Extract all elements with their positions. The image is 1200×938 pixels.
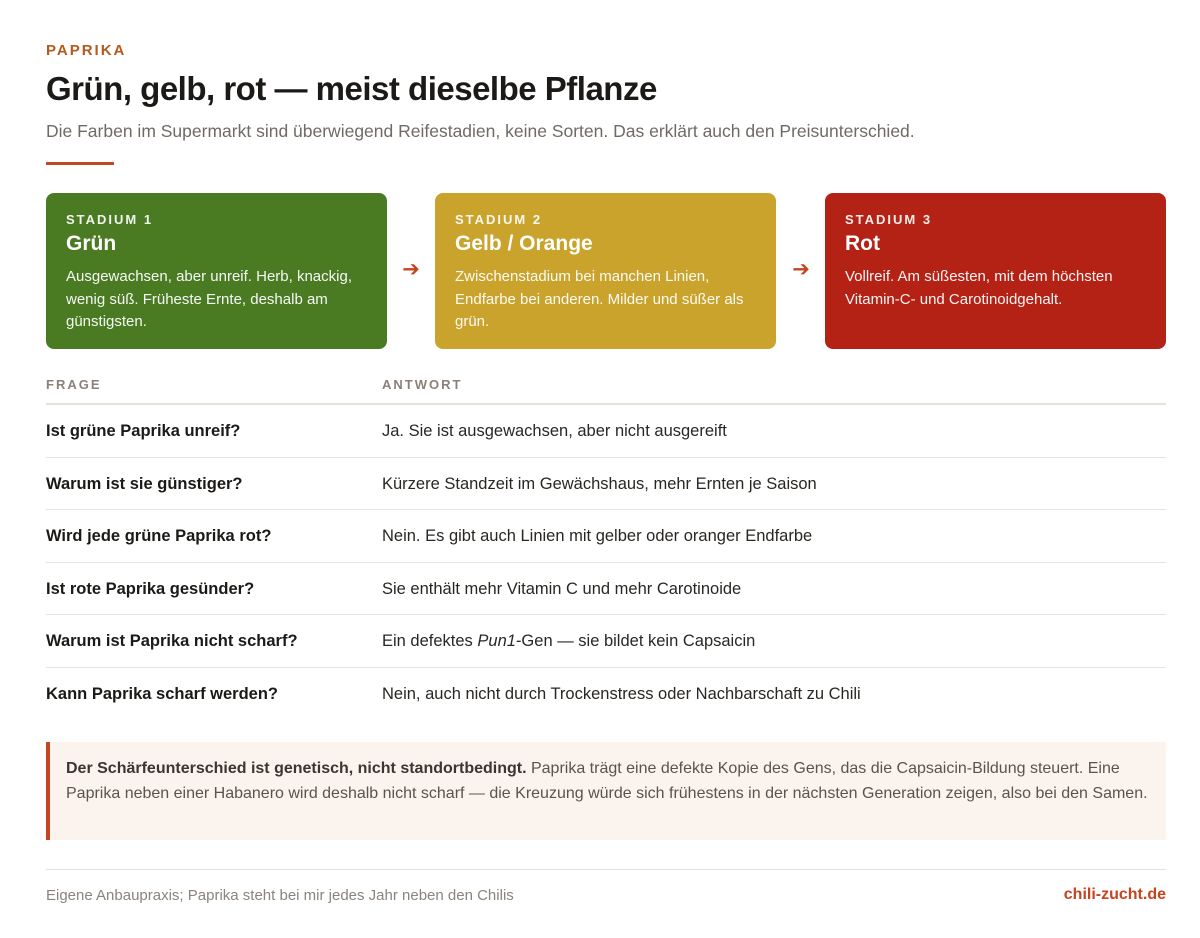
note-text: Paprika trägt eine defekte Kopie des Gens, das die Capsaicin-Bildung steuert. Eine Paprika neben einer Habanero wird deshalb nicht scharf — die Kreuzung würde sich frühestens in der nächsten Generation zeigen, also bei den Samen. bbox=[66, 760, 1148, 802]
answer-cell: Sie enthält mehr Vitamin C und mehr Carotinoide bbox=[382, 579, 742, 598]
answer-cell bbox=[382, 632, 755, 651]
answer-suffix: -Gen — sie bildet kein Capsaicin bbox=[515, 632, 756, 650]
answer-prefix: Ein defektes bbox=[382, 632, 478, 650]
footer-divider bbox=[46, 869, 1166, 870]
question-cell: Wird jede grüne Paprika rot? bbox=[46, 527, 272, 545]
stage-name: Gelb / Orange bbox=[455, 232, 593, 255]
stage-name: Rot bbox=[845, 232, 880, 255]
table-row bbox=[46, 510, 1166, 563]
stage-number: STADIUM 3 bbox=[845, 212, 933, 227]
page-subtitle: Die Farben im Supermarkt sind überwiegend Reifestadien, keine Sorten. Das erklärt auch den Preisunterschied. bbox=[46, 121, 915, 141]
question-cell: Ist grüne Paprika unreif? bbox=[46, 422, 241, 440]
stage-card-green bbox=[46, 193, 387, 349]
page-title: Grün, gelb, rot — meist dieselbe Pflanze bbox=[46, 70, 657, 107]
question-cell: Warum ist Paprika nicht scharf? bbox=[46, 632, 298, 650]
stage-number: STADIUM 2 bbox=[455, 212, 543, 227]
table-row bbox=[46, 615, 1166, 668]
question-cell: Kann Paprika scharf werden? bbox=[46, 684, 278, 703]
column-header-answer: ANTWORT bbox=[382, 377, 463, 392]
arrow-right-icon: ➔ bbox=[402, 258, 420, 281]
ripeness-stages bbox=[46, 193, 1166, 349]
note-emphasis: Der Schärfeunterschied ist genetisch, nicht standortbedingt. bbox=[66, 760, 527, 777]
stage-name: Grün bbox=[66, 232, 117, 255]
table-row bbox=[46, 458, 1166, 511]
callout-note bbox=[46, 742, 1166, 840]
kicker: PAPRIKA bbox=[46, 42, 127, 59]
table-header bbox=[46, 375, 1166, 405]
faq-table bbox=[46, 375, 1166, 720]
answer-cell: Nein, auch nicht durch Trockenstress oder Nachbarschaft zu Chili bbox=[382, 684, 861, 703]
question-cell: Ist rote Paprika gesünder? bbox=[46, 579, 255, 598]
table-row bbox=[46, 405, 1166, 458]
accent-rule bbox=[46, 162, 114, 165]
answer-cell: Nein. Es gibt auch Linien mit gelber oder oranger Endfarbe bbox=[382, 527, 813, 545]
table-row bbox=[46, 563, 1166, 616]
site-link[interactable]: chili-zucht.de bbox=[1063, 886, 1166, 903]
column-header-question: FRAGE bbox=[46, 377, 102, 392]
source-note: Eigene Anbaupraxis; Paprika steht bei mir jedes Jahr neben den Chilis bbox=[46, 887, 514, 904]
stage-card-yellow bbox=[435, 193, 776, 349]
arrow-right-icon: ➔ bbox=[792, 258, 810, 281]
stage-number: STADIUM 1 bbox=[66, 212, 154, 227]
stage-description: Ausgewachsen, aber unreif. Herb, knackig, wenig süß. Früheste Ernte, deshalb am günstigsten. bbox=[66, 268, 352, 330]
gene-name: Pun1 bbox=[477, 632, 516, 650]
table-row bbox=[46, 668, 1166, 721]
stage-description: Zwischenstadium bei manchen Linien, Endfarbe bei anderen. Milder und süßer als grün. bbox=[455, 268, 744, 330]
stage-description: Vollreif. Am süßesten, mit dem höchsten Vitamin-C- und Carotinoidgehalt. bbox=[845, 268, 1113, 308]
answer-cell: Ja. Sie ist ausgewachsen, aber nicht ausgereift bbox=[382, 422, 727, 440]
question-cell: Warum ist sie günstiger? bbox=[46, 474, 243, 493]
answer-cell: Kürzere Standzeit im Gewächshaus, mehr Ernten je Saison bbox=[382, 474, 817, 493]
stage-card-red bbox=[825, 193, 1166, 349]
